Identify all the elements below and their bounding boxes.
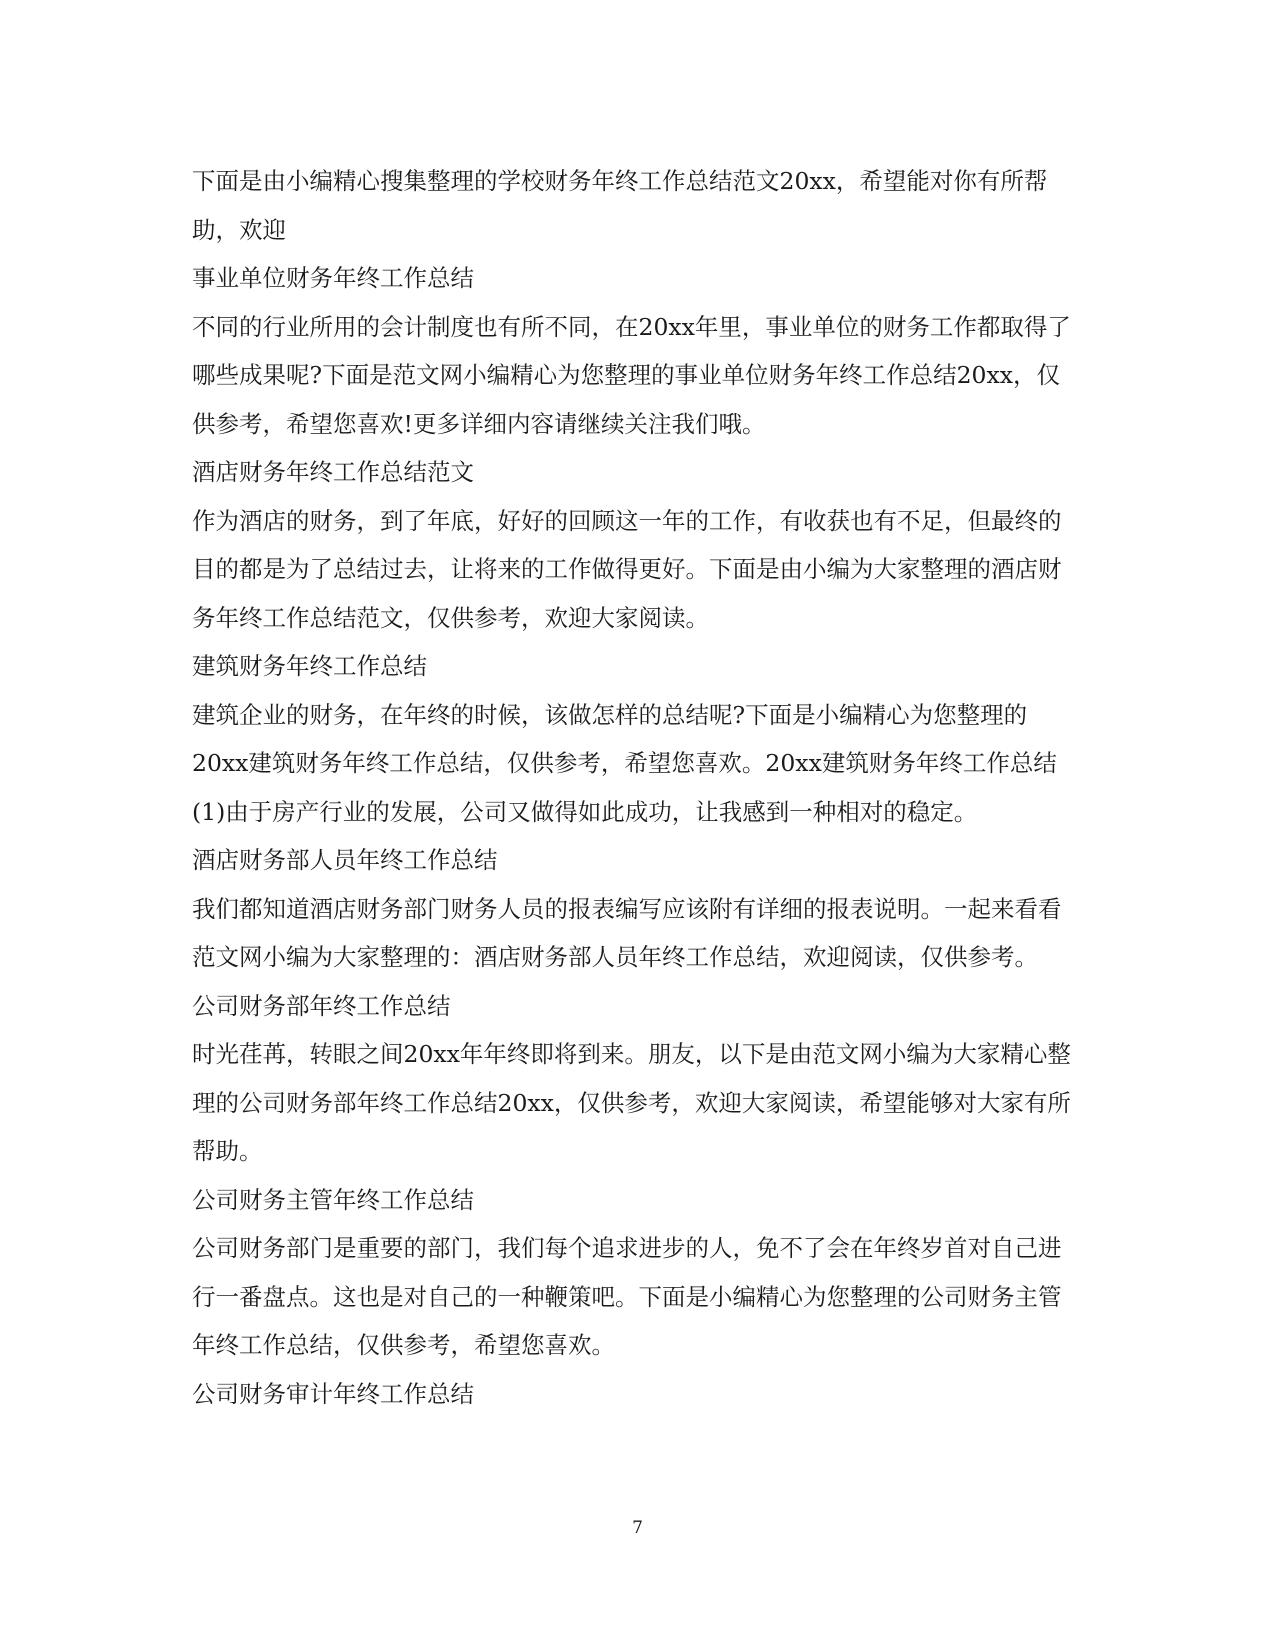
section-paragraph: 我们都知道酒店财务部门财务人员的报表编写应该附有详细的报表说明。一起来看看范文网小编为大家整理的：酒店财务部人员年终工作总结，欢迎阅读，仅供参考。: [192, 894, 1062, 971]
section-heading: 酒店财务年终工作总结范文: [192, 458, 474, 486]
section-heading: 公司财务部年终工作总结: [192, 991, 451, 1020]
section-paragraph: 不同的行业所用的会计制度也有所不同，在20xx年里，事业单位的财务工作都取得了哪些成果呢?下面是范文网小编精心为您整理的事业单位财务年终工作总结20xx，仅供参考，希望您喜欢!更多详细内容请继续关注我们哦。: [192, 312, 1071, 438]
section-heading: 公司财务审计年终工作总结: [192, 1379, 474, 1408]
section-heading: 建筑财务年终工作总结: [192, 652, 427, 680]
section-paragraph: 作为酒店的财务，到了年底，好好的回顾这一年的工作，有收获也有不足，但最终的目的都是为了总结过去，让将来的工作做得更好。下面是由小编为大家整理的酒店财务年终工作总结范文，仅供参考，欢迎大家阅读。: [192, 506, 1062, 632]
section-paragraph: 建筑企业的财务，在年终的时候，该做怎样的总结呢?下面是小编精心为您整理的20xx建筑财务年终工作总结，仅供参考，希望您喜欢。20xx建筑财务年终工作总结(1)由于房产行业的发展，公司又做得如此成功，让我感到一种相对的稳定。: [192, 700, 1057, 826]
section-paragraph: 公司财务部门是重要的部门，我们每个追求进步的人，免不了会在年终岁首对自己进行一番盘点。这也是对自己的一种鞭策吧。下面是小编精心为您整理的公司财务主管年终工作总结，仅供参考，希望您喜欢。: [192, 1234, 1062, 1359]
section-heading: 公司财务主管年终工作总结: [192, 1185, 474, 1214]
page-number: 7: [632, 1518, 643, 1538]
section-paragraph: 时光荏苒，转眼之间20xx年年终即将到来。朋友，以下是由范文网小编为大家精心整理的公司财务部年终工作总结20xx，仅供参考，欢迎大家阅读，希望能够对大家有所帮助。: [192, 1040, 1071, 1165]
intro-paragraph: 下面是由小编精心搜集整理的学校财务年终工作总结范文20xx，希望能对你有所帮助，欢迎: [192, 167, 1048, 244]
section-heading: 酒店财务部人员年终工作总结: [192, 846, 498, 874]
document-body: [192, 157, 1072, 1418]
section-heading: 事业单位财务年终工作总结: [192, 264, 474, 292]
